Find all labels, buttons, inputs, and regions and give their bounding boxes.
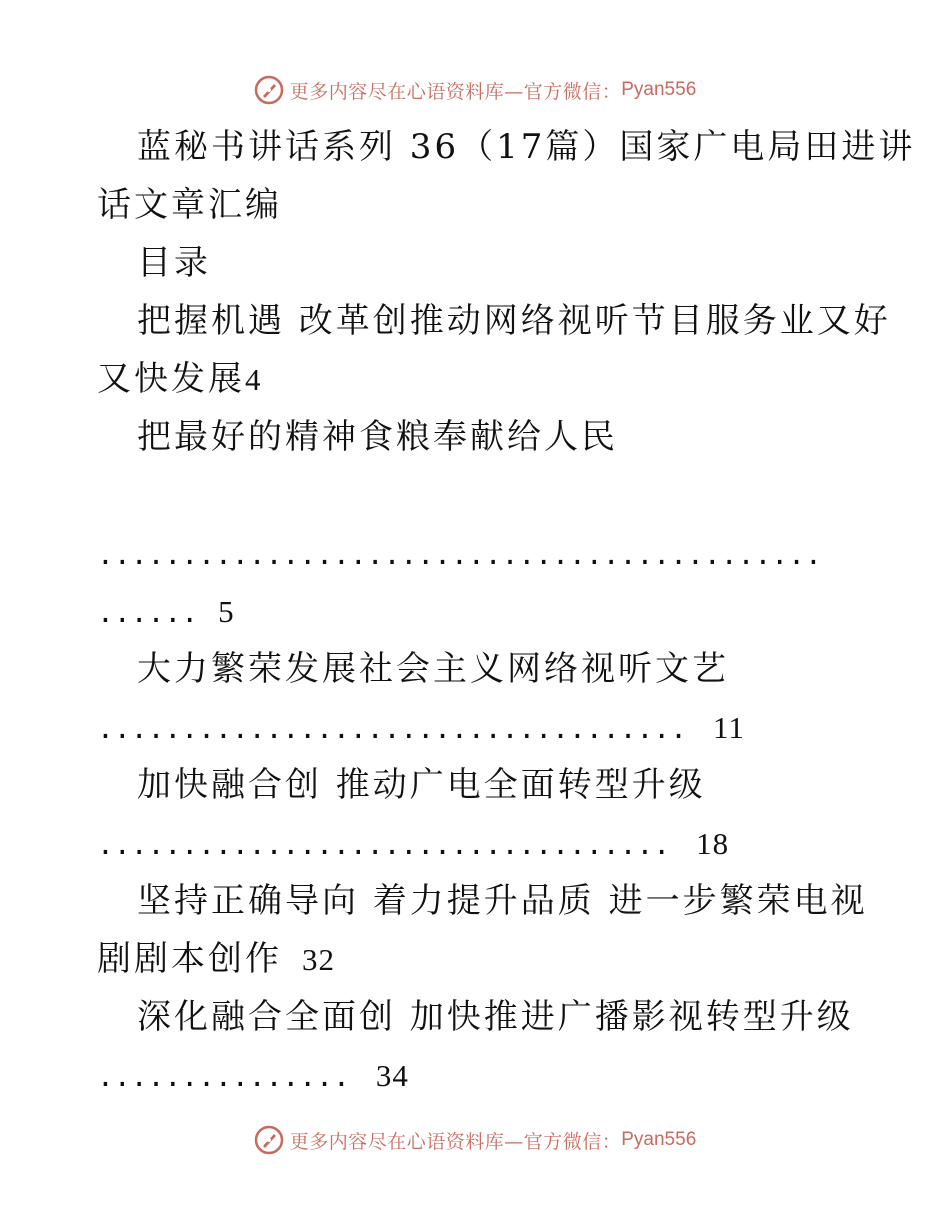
bottom-watermark-banner: [0, 1120, 950, 1160]
banner-text: 更多内容尽在心语资料库—官方微信：: [289, 80, 622, 103]
toc-entry-title: 深化融合全面创 加快推进广播影视转型升级: [137, 997, 854, 1037]
toc-dot-leader: ......: [97, 596, 199, 629]
toc-dot-leader: ...............: [97, 1060, 350, 1093]
toc-entry: [97, 698, 842, 756]
toc-dot-leader: ...........................................: [97, 538, 822, 571]
toc-entry: [97, 1046, 842, 1104]
toc-entry-leader: [97, 524, 842, 582]
banner-text: 更多内容尽在心语资料库—官方微信：: [289, 1130, 622, 1153]
toc-entry: [97, 582, 842, 640]
toc-entry-title: 坚持正确导向 着力提升品质 进一步繁荣电视: [137, 881, 868, 921]
banner-wechat-id: Pyan556: [621, 79, 697, 100]
toc-entry-title-continued: 剧剧本创作: [97, 939, 282, 979]
toc-entry-page: 11: [713, 710, 745, 745]
toc-entry-page: 34: [375, 1058, 409, 1093]
toc-entry-page: 5: [218, 594, 235, 629]
toc-entry: [97, 350, 842, 408]
toc-entry-title: 大力繁荣发展社会主义网络视听文艺: [137, 649, 729, 689]
document-title-line-2: 话文章汇编: [97, 185, 282, 225]
toc-entry-page: 4: [245, 362, 262, 397]
toc-heading: 目录: [137, 243, 211, 283]
toc-entry-title-continued: 又快发展: [97, 359, 245, 399]
toc-dot-leader: ..................................: [97, 828, 671, 861]
toc-entry: [97, 814, 842, 872]
toc-dot-leader: ...................................: [97, 712, 688, 745]
pen-nib-logo-icon: [254, 1125, 284, 1155]
top-watermark-banner: [0, 70, 950, 110]
toc-entry: [97, 930, 842, 988]
pen-nib-logo-icon: [254, 75, 284, 105]
toc-entry-title: 加快融合创 推动广电全面转型升级: [137, 765, 706, 805]
document-title-line-1: 蓝秘书讲话系列 36（17篇）国家广电局田进讲: [137, 127, 916, 167]
document-body: [97, 118, 916, 1104]
toc-entry-page: 18: [696, 826, 730, 861]
toc-entry-title: 把握机遇 改革创推动网络视听节目服务业又好: [137, 301, 891, 341]
banner-wechat-id: Pyan556: [621, 1129, 697, 1150]
toc-entry-page: 32: [302, 942, 335, 977]
toc-entry-title: 把最好的精神食粮奉献给人民: [137, 417, 618, 457]
